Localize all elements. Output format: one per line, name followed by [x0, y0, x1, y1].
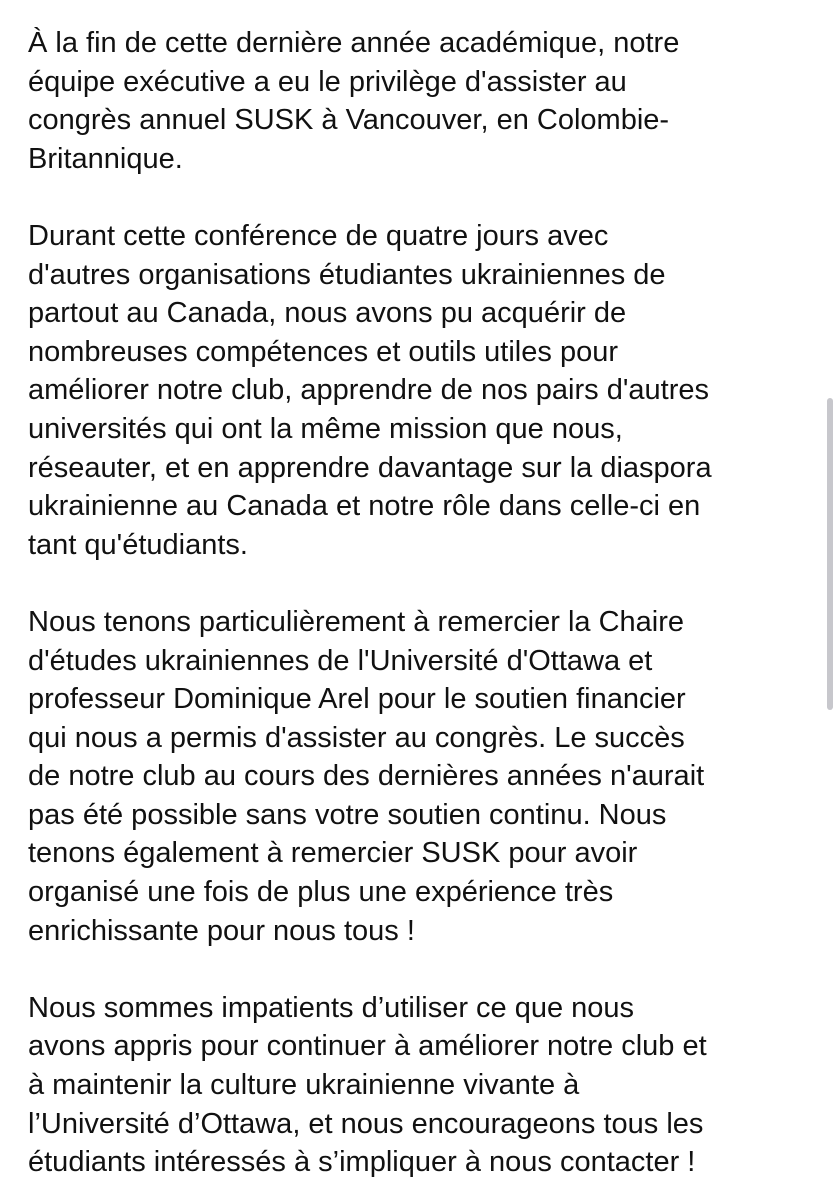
text-line: qui nous a permis d'assister au congrès. Le succès: [28, 721, 685, 754]
text-line: partout au Canada, nous avons pu acquérir de: [28, 297, 627, 330]
paragraph-3: [28, 603, 818, 950]
vertical-scrollbar[interactable]: [823, 0, 837, 1200]
text-line: Durant cette conférence de quatre jours avec: [28, 219, 609, 252]
text-line: de notre club au cours des dernières années n'aurait: [28, 760, 705, 793]
text-line: Nous tenons particulièrement à remercier la Chaire: [28, 605, 685, 638]
text-line: améliorer notre club, apprendre de nos pairs d'autres: [28, 374, 709, 407]
scrollbar-thumb[interactable]: [827, 398, 833, 710]
paragraph-2: [28, 217, 818, 564]
text-line: pas été possible sans votre soutien continu. Nous: [28, 798, 667, 831]
text-line: l’Université d’Ottawa, et nous encourageons tous les: [28, 1107, 704, 1140]
text-line: nombreuses compétences et outils utiles pour: [28, 335, 618, 368]
text-line: Nous sommes impatients d’utiliser ce que nous: [28, 991, 635, 1024]
text-line: universités qui ont la même mission que nous,: [28, 412, 623, 445]
paragraph-1: [28, 24, 818, 178]
text-line: Britannique.: [28, 142, 183, 175]
text-line: tant qu'étudiants.: [28, 528, 248, 561]
text-line: réseauter, et en apprendre davantage sur la diaspora: [28, 451, 712, 484]
text-line: professeur Dominique Arel pour le soutien financier: [28, 683, 686, 716]
text-line: organisé une fois de plus une expérience très: [28, 876, 614, 909]
text-line: ukrainienne au Canada et notre rôle dans celle-ci en: [28, 490, 701, 523]
text-line: avons appris pour continuer à améliorer notre club et: [28, 1030, 707, 1063]
text-line: étudiants intéressés à s’impliquer à nous contacter !: [28, 1146, 696, 1179]
paragraph-4: [28, 989, 818, 1182]
text-line: congrès annuel SUSK à Vancouver, en Colombie-: [28, 104, 670, 137]
text-line: d'autres organisations étudiantes ukrainiennes de: [28, 258, 666, 291]
text-line: À la fin de cette dernière année académique, notre: [28, 27, 680, 59]
document-body: [28, 24, 818, 1182]
text-line: à maintenir la culture ukrainienne vivante à: [28, 1069, 580, 1102]
text-line: d'études ukrainiennes de l'Université d'Ottawa et: [28, 644, 653, 677]
text-line: enrichissante pour nous tous !: [28, 914, 415, 947]
text-line: équipe exécutive a eu le privilège d'assister au: [28, 65, 627, 98]
text-line: tenons également à remercier SUSK pour avoir: [28, 837, 638, 870]
